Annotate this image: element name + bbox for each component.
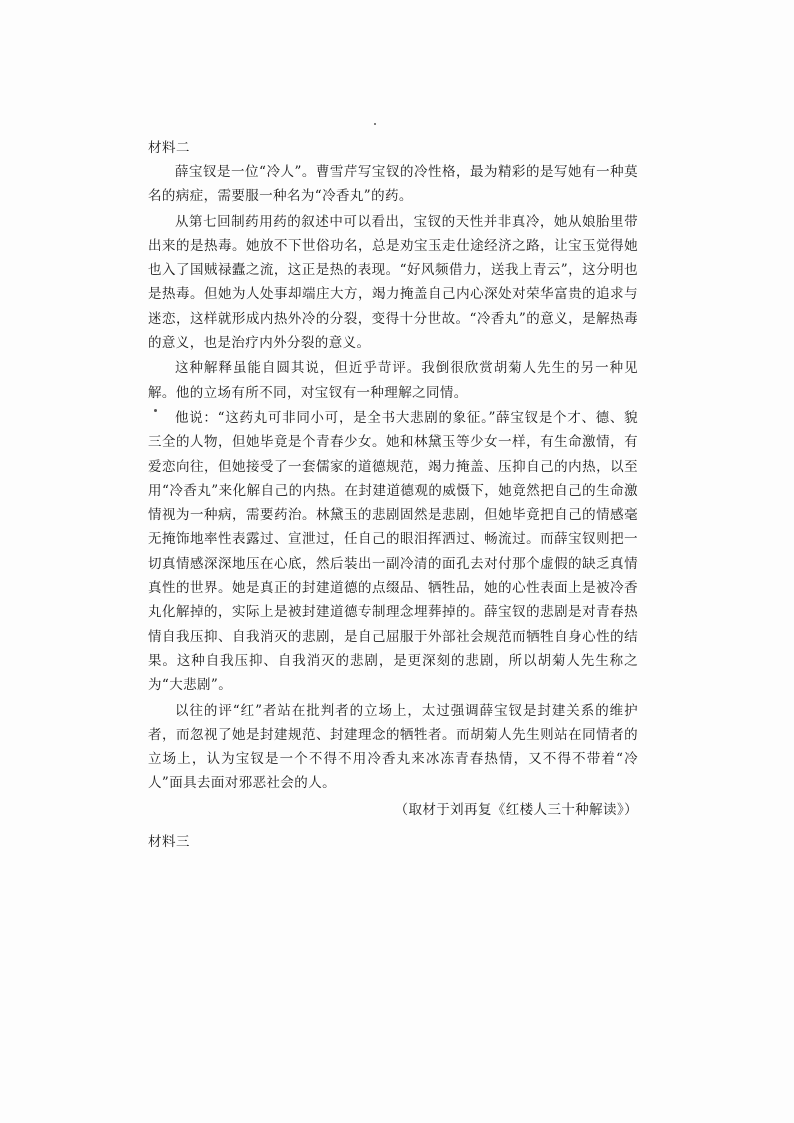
material-2-paragraph-3: 这种解释虽能自圆其说，但近乎苛评。我倒很欣赏胡菊人先生的另一种见解。他的立场有所不同，对宝钗有一种理解之同情。 bbox=[148, 360, 638, 401]
scan-speck bbox=[374, 123, 376, 125]
material-2-heading: 材料二 bbox=[148, 140, 190, 156]
material-2-paragraph-4: 他说：“这药丸可非同小可，是全书大悲剧的象征。”薛宝钗是个才、德、貌三全的人物，但她毕竟是个青春少女。她和林黛玉等少女一样，有生命激情，有爱恋向往，但她接受了一套儒家的道德规范，竭力掩盖、压抑自己的内热，以至用“冷香丸”来化解自己的内热。在封建道德观的威慑下，她竟然把自己的生命激情视为一种病，需要药治。林黛玉的悲剧固然是悲剧，但她毕竟把自己的情感毫无掩饰地率性表露过、宣泄过，任自己的眼泪挥洒过、畅流过。而薛宝钗则把一切真情感深深地压在心底，然后装出一副冷清的面孔去对付那个虚假的缺乏真情真性的世界。她是真正的封建道德的点缀品、牺牲品，她的心性表面上是被冷香丸化解掉的，实际上是被封建道德专制理念埋葬掉的。薛宝钗的悲剧是对青春热情自我压抑、自我消灭的悲剧，是自己屈服于外部社会规范而牺牲自身心性的结果。这种自我压抑、自我消灭的悲剧，是更深刻的悲剧，所以胡菊人先生称之为“大悲剧”。 bbox=[148, 409, 638, 694]
material-2-source-citation: （取材于刘再复《红楼人三十种解读》） bbox=[394, 801, 638, 818]
material-2-paragraph-2: 从第七回制药用药的叙述中可以看出，宝钗的天性并非真冷，她从娘胎里带出来的是热毒。她放不下世俗功名，总是劝宝玉走仕途经济之路，让宝玉觉得她也入了国贼禄蠹之流，这正是热的表现。“好风频借力，送我上青云”，这分明也是热毒。但她为人处事却端庄大方，竭力掩盖自己内心深处对荣华富贵的追求与迷恋，这样就形成内热外冷的分裂，变得十分世故。“冷香丸”的意义，是解热毒的意义，也是治疗内外分裂的意义。 bbox=[148, 213, 638, 352]
material-2-paragraph-5: 以往的评“红”者站在批判者的立场上，太过强调薛宝钗是封建关系的维护者，而忽视了她是封建规范、封建理念的牺牲者。而胡菊人先生则站在同情者的立场上，认为宝钗是一个不得不用冷香丸来冰冻青春热情，又不得不带着“冷人”面具去面对邪恶社会的人。 bbox=[148, 702, 638, 792]
material-3-heading: 材料三 bbox=[148, 833, 190, 850]
document-body bbox=[148, 136, 638, 854]
material-2-paragraph-1: 薛宝钗是一位“冷人”。曹雪芹写宝钗的冷性格，最为精彩的是写她有一种莫名的病症，需要服一种名为“冷香丸”的药。 bbox=[148, 164, 638, 205]
